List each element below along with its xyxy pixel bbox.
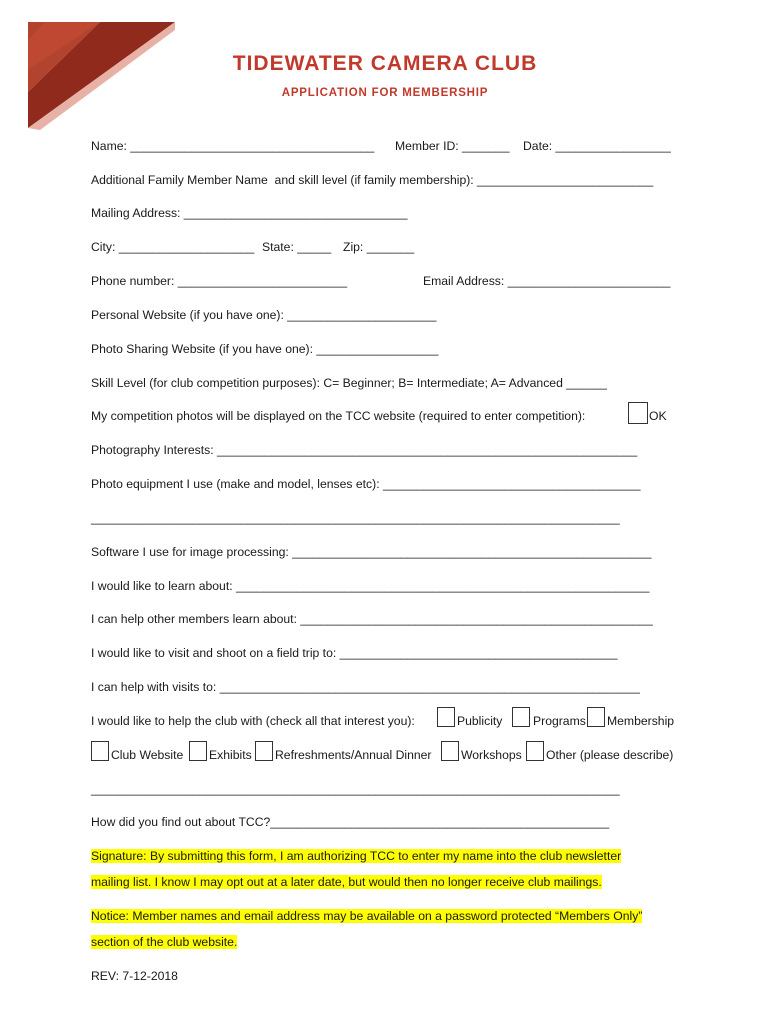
email-field[interactable]: Email Address: ________________________	[423, 274, 671, 288]
state-field[interactable]: State: _____	[262, 240, 332, 254]
membership-checkbox[interactable]	[587, 707, 605, 727]
how-found-field[interactable]: How did you find out about TCC?__________________________________________________	[91, 815, 610, 829]
competition-ok-label: OK	[649, 409, 667, 423]
privacy-notice-line-2: section of the club website.	[91, 935, 238, 949]
club-website-label: Club Website	[111, 748, 184, 762]
competition-ok-checkbox[interactable]	[628, 402, 648, 424]
field-trip-field[interactable]: I would like to visit and shoot on a field trip to: _________________________________________	[91, 646, 618, 660]
date-field[interactable]: Date: _________________	[523, 139, 671, 153]
page-subtitle: APPLICATION FOR MEMBERSHIP	[281, 87, 489, 99]
help-club-label: I would like to help the club with (check all that interest you):	[91, 714, 415, 728]
learn-about-field[interactable]: I would like to learn about: _____________________________________________________________	[91, 579, 650, 593]
signature-notice-line-1: Signature: By submitting this form, I am authorizing TCC to enter my name into the club newsletter	[91, 849, 622, 863]
workshops-label: Workshops	[461, 748, 522, 762]
programs-label: Programs	[533, 714, 586, 728]
competition-consent-label: My competition photos will be displayed on the TCC website (required to enter competition):	[91, 409, 586, 423]
page-title: TIDEWATER CAMERA CLUB	[232, 52, 538, 75]
other-describe-field[interactable]: ______________________________________________________________________________	[91, 782, 620, 796]
membership-label: Membership	[607, 714, 675, 728]
privacy-notice-line-1: Notice: Member names and email address may be available on a password protected “Members Only”	[91, 909, 643, 923]
programs-checkbox[interactable]	[512, 707, 530, 727]
phone-field[interactable]: Phone number: _________________________	[91, 274, 348, 288]
publicity-checkbox[interactable]	[437, 707, 455, 727]
name-field[interactable]: Name: ____________________________________	[91, 139, 375, 153]
publicity-label: Publicity	[457, 714, 503, 728]
photo-equipment-continued-field[interactable]: ______________________________________________________________________________	[91, 511, 620, 525]
family-member-field[interactable]: Additional Family Member Name and skill level (if family membership): __________________________	[91, 173, 654, 187]
member-id-field[interactable]: Member ID: _______	[395, 139, 510, 153]
refreshments-checkbox[interactable]	[255, 741, 273, 761]
help-learn-field[interactable]: I can help other members learn about: ____________________________________________________	[91, 612, 653, 626]
help-visits-field[interactable]: I can help with visits to: ______________________________________________________________	[91, 680, 640, 694]
personal-website-field[interactable]: Personal Website (if you have one): ______________________	[91, 308, 437, 322]
refreshments-label: Refreshments/Annual Dinner	[275, 748, 432, 762]
club-website-checkbox[interactable]	[91, 741, 109, 761]
photography-interests-field[interactable]: Photography Interests: ______________________________________________________________	[91, 443, 638, 457]
photo-sharing-field[interactable]: Photo Sharing Website (if you have one): __________________	[91, 342, 439, 356]
exhibits-checkbox[interactable]	[189, 741, 207, 761]
exhibits-label: Exhibits	[209, 748, 252, 762]
other-checkbox[interactable]	[526, 741, 544, 761]
signature-notice-line-2: mailing list. I know I may opt out at a later date, but would then no longer receive club mailings.	[91, 875, 602, 889]
workshops-checkbox[interactable]	[441, 741, 459, 761]
revision-date: REV: 7-12-2018	[91, 969, 178, 983]
other-label: Other (please describe)	[546, 748, 674, 762]
mailing-address-field[interactable]: Mailing Address: _________________________________	[91, 206, 408, 220]
software-field[interactable]: Software I use for image processing: _____________________________________________________	[91, 545, 652, 559]
skill-level-field[interactable]: Skill Level (for club competition purposes): C= Beginner; B= Intermediate; A= Advanced ______	[91, 376, 607, 390]
zip-field[interactable]: Zip: _______	[343, 240, 415, 254]
city-field[interactable]: City: ____________________	[91, 240, 255, 254]
photo-equipment-field[interactable]: Photo equipment I use (make and model, lenses etc): ______________________________________	[91, 477, 641, 491]
